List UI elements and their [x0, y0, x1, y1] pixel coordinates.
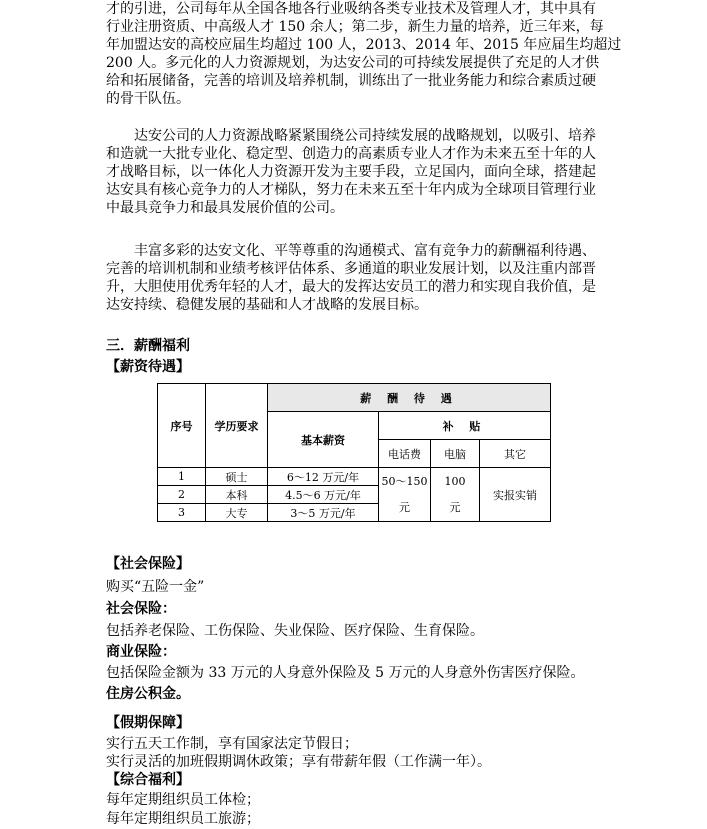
phone-value: 50～150 — [381, 474, 428, 488]
text-line: 达安具有核心竞争力的人才梯队，努力在未来五至十年内成为全球项目管理行业 — [106, 182, 596, 198]
col-header-no: 序号 — [158, 384, 206, 468]
cell-no: 2 — [158, 486, 206, 504]
holiday-heading: 【假期保障】 — [106, 715, 190, 731]
col-header-phone: 电话费 — [379, 440, 431, 468]
social-insurance-text: 包括养老保险、工伤保险、失业保险、医疗保险、生育保险。 — [106, 623, 484, 639]
computer-unit: 元 — [449, 500, 461, 514]
text-line: 中最具竞争力和最具发展价值的公司。 — [106, 200, 344, 216]
cell-base-salary: 6～12 万元/年 — [268, 468, 379, 486]
insurance-heading: 【社会保险】 — [106, 556, 190, 572]
cell-education: 硕士 — [206, 468, 268, 486]
table-row — [158, 468, 551, 486]
holiday-line: 实行灵活的加班假期调休政策；享有带薪年假（工作满一年）。 — [106, 754, 491, 770]
salary-table — [157, 383, 551, 522]
text-line: 达安持续、稳健发展的基础和人才战略的发展目标。 — [106, 297, 428, 313]
salary-heading: 【薪资待遇】 — [106, 359, 190, 375]
cell-phone-subsidy — [379, 468, 431, 522]
welfare-line: 每年定期组织员工旅游； — [106, 811, 260, 827]
cell-computer-subsidy — [431, 468, 480, 522]
text-line: 的骨干队伍。 — [106, 91, 190, 107]
holiday-line: 实行五天工作制，享有国家法定节假日； — [106, 736, 358, 752]
col-header-base-salary: 基本薪资 — [268, 412, 379, 468]
commercial-insurance-text: 包括保险金额为 33 万元的人身意外保险及 5 万元的人身意外伤害医疗保险。 — [106, 665, 585, 681]
text-line: 才战略目标，以一体化人力资源开发为主要手段，立足国内，面向全球，搭建起 — [106, 164, 596, 180]
col-header-computer: 电脑 — [431, 440, 480, 468]
col-header-pay: 薪 酬 待 遇 — [268, 384, 551, 412]
text-line: 完善的培训机制和业绩考核评估体系、多通道的职业发展计划，以及注重内部晋 — [106, 261, 596, 277]
cell-base-salary: 4.5～6 万元/年 — [268, 486, 379, 504]
text-line: 年加盟达安的高校应届生均超过 100 人，2013、2014 年、2015 年应届生均超过 — [106, 37, 622, 53]
col-header-subsidy: 补 贴 — [379, 412, 551, 440]
text-line: 行业注册资质、中高级人才 150 余人；第二步，新生力量的培养，近三年来，每 — [106, 19, 604, 35]
housing-fund: 住房公积金。 — [106, 686, 190, 702]
col-header-other: 其它 — [480, 440, 551, 468]
col-header-education: 学历要求 — [206, 384, 268, 468]
computer-value: 100 — [444, 474, 466, 488]
social-insurance-label: 社会保险： — [106, 601, 176, 617]
phone-unit: 元 — [399, 500, 410, 514]
text-line: 达安公司的人力资源战略紧紧围绕公司持续发展的战略规划，以吸引、培养 — [134, 128, 596, 144]
paragraph-talent-intro — [106, 0, 622, 108]
text-line: 和造就一大批专业化、稳定型、创造力的高素质专业人才作为未来五至十年的人 — [106, 146, 596, 162]
cell-base-salary: 3～5 万元/年 — [268, 504, 379, 522]
section-title: 三．薪酬福利 — [106, 338, 190, 354]
cell-other-subsidy: 实报实销 — [480, 468, 551, 522]
text-line: 才的引进，公司每年从全国各地各行业吸纳各类专业技术及管理人才，其中具有 — [106, 1, 596, 17]
cell-no: 1 — [158, 468, 206, 486]
commercial-insurance-label: 商业保险： — [106, 644, 176, 660]
welfare-line: 每年定期组织员工体检； — [106, 792, 260, 808]
cell-education: 本科 — [206, 486, 268, 504]
cell-no: 3 — [158, 504, 206, 522]
text-line: 给和拓展储备，完善的培训及培养机制，训练出了一批业务能力和综合素质过硬 — [106, 73, 596, 89]
text-line: 升，大胆使用优秀年轻的人才，最大的发挥达安员工的潜力和实现自我价值，是 — [106, 279, 596, 295]
text-line: 200 人。多元化的人力资源规划，为达安公司的可持续发展提供了充足的人才供 — [106, 55, 600, 71]
paragraph-culture — [106, 242, 606, 314]
insurance-intro: 购买“五险一金” — [106, 579, 205, 595]
paragraph-hr-strategy — [106, 127, 606, 217]
cell-education: 大专 — [206, 504, 268, 522]
welfare-heading: 【综合福利】 — [106, 772, 190, 788]
text-line: 丰富多彩的达安文化、平等尊重的沟通模式、富有竞争力的薪酬福利待遇、 — [134, 243, 596, 259]
